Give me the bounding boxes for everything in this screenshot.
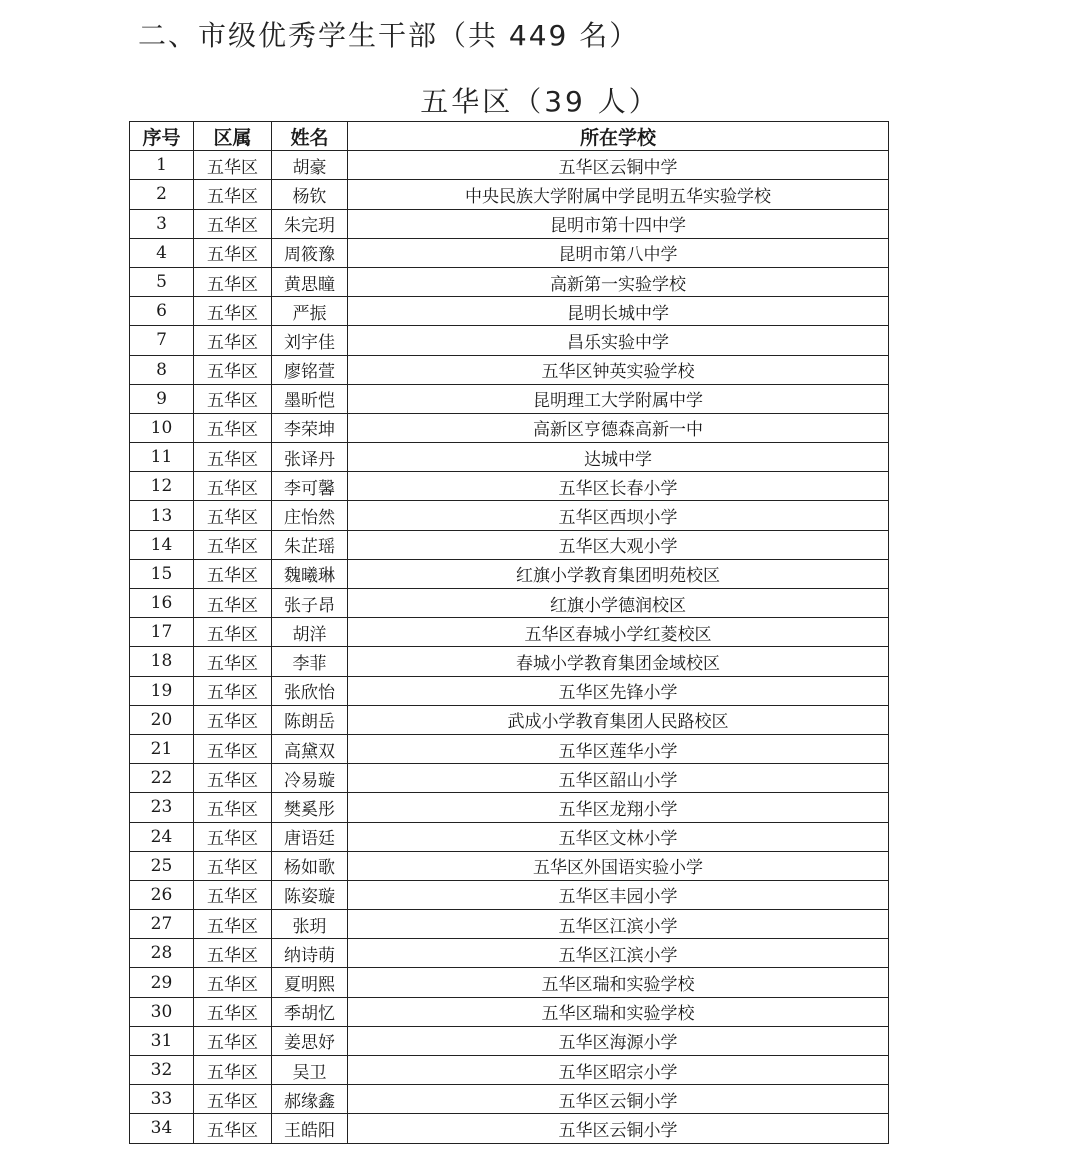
header-cell-school: 所在学校	[348, 122, 889, 151]
cell-number: 8	[130, 355, 194, 384]
cell-name: 冷易璇	[272, 764, 348, 793]
cell-school: 高新区亨德森高新一中	[348, 413, 889, 442]
cell-district: 五华区	[194, 822, 272, 851]
cell-number: 22	[130, 764, 194, 793]
cell-school: 五华区春城小学红菱校区	[348, 618, 889, 647]
table-row	[130, 1114, 889, 1143]
cell-district: 五华区	[194, 997, 272, 1026]
section-title: 五华区（39 人）	[420, 85, 660, 118]
cell-number: 29	[130, 968, 194, 997]
table-row	[130, 267, 889, 296]
cell-school: 昆明市第十四中学	[348, 209, 889, 238]
table-row	[130, 413, 889, 442]
table-row	[130, 151, 889, 180]
cell-name: 张欣怡	[272, 676, 348, 705]
cell-name: 纳诗萌	[272, 939, 348, 968]
cell-number: 24	[130, 822, 194, 851]
cell-school: 红旗小学德润校区	[348, 589, 889, 618]
cell-name: 周筱豫	[272, 238, 348, 267]
table-row	[130, 530, 889, 559]
cell-district: 五华区	[194, 413, 272, 442]
cell-school: 五华区昭宗小学	[348, 1056, 889, 1085]
table-row	[130, 910, 889, 939]
cell-number: 31	[130, 1026, 194, 1055]
cell-name: 张子昂	[272, 589, 348, 618]
table-row	[130, 501, 889, 530]
cell-number: 17	[130, 618, 194, 647]
cell-district: 五华区	[194, 647, 272, 676]
cell-school: 五华区云铜小学	[348, 1085, 889, 1114]
cell-district: 五华区	[194, 1026, 272, 1055]
cell-school: 武成小学教育集团人民路校区	[348, 705, 889, 734]
table-row	[130, 355, 889, 384]
cell-district: 五华区	[194, 910, 272, 939]
cell-school: 五华区瑞和实验学校	[348, 968, 889, 997]
cell-school: 五华区丰园小学	[348, 880, 889, 909]
table-row	[130, 384, 889, 413]
cell-number: 27	[130, 910, 194, 939]
cell-district: 五华区	[194, 501, 272, 530]
table-row	[130, 822, 889, 851]
cell-number: 25	[130, 851, 194, 880]
cell-name: 高黛双	[272, 734, 348, 763]
cell-district: 五华区	[194, 209, 272, 238]
cell-district: 五华区	[194, 880, 272, 909]
cell-number: 28	[130, 939, 194, 968]
header-cell-district: 区属	[194, 122, 272, 151]
cell-number: 14	[130, 530, 194, 559]
header-cell-name: 姓名	[272, 122, 348, 151]
table-row	[130, 705, 889, 734]
cell-number: 5	[130, 267, 194, 296]
table-row	[130, 997, 889, 1026]
cell-school: 达城中学	[348, 443, 889, 472]
cell-name: 严振	[272, 297, 348, 326]
cell-number: 4	[130, 238, 194, 267]
cell-name: 杨钦	[272, 180, 348, 209]
cell-school: 五华区江滨小学	[348, 939, 889, 968]
cell-name: 杨如歌	[272, 851, 348, 880]
cell-name: 胡洋	[272, 618, 348, 647]
cell-school: 昆明理工大学附属中学	[348, 384, 889, 413]
cell-name: 魏曦琳	[272, 559, 348, 588]
cell-district: 五华区	[194, 559, 272, 588]
cell-number: 16	[130, 589, 194, 618]
cell-school: 五华区外国语实验小学	[348, 851, 889, 880]
table-row	[130, 238, 889, 267]
cell-name: 樊奚彤	[272, 793, 348, 822]
cell-name: 郝缘鑫	[272, 1085, 348, 1114]
table-row	[130, 589, 889, 618]
cell-district: 五华区	[194, 589, 272, 618]
table-row	[130, 443, 889, 472]
table-row	[130, 1085, 889, 1114]
table-row	[130, 297, 889, 326]
cell-name: 张玥	[272, 910, 348, 939]
cell-name: 庄怡然	[272, 501, 348, 530]
table-row	[130, 939, 889, 968]
cell-name: 廖铭萱	[272, 355, 348, 384]
cell-school: 五华区西坝小学	[348, 501, 889, 530]
cell-district: 五华区	[194, 384, 272, 413]
cell-district: 五华区	[194, 676, 272, 705]
cell-district: 五华区	[194, 1114, 272, 1143]
table-row	[130, 1056, 889, 1085]
table-row	[130, 1026, 889, 1055]
cell-name: 陈姿璇	[272, 880, 348, 909]
cell-number: 10	[130, 413, 194, 442]
cell-name: 张译丹	[272, 443, 348, 472]
cell-school: 昆明长城中学	[348, 297, 889, 326]
cell-school: 五华区韶山小学	[348, 764, 889, 793]
cell-school: 中央民族大学附属中学昆明五华实验学校	[348, 180, 889, 209]
cell-school: 五华区云铜小学	[348, 1114, 889, 1143]
cell-school: 春城小学教育集团金域校区	[348, 647, 889, 676]
cell-school: 五华区云铜中学	[348, 151, 889, 180]
table-row	[130, 472, 889, 501]
cell-name: 黄思瞳	[272, 267, 348, 296]
cell-district: 五华区	[194, 764, 272, 793]
cell-school: 五华区莲华小学	[348, 734, 889, 763]
cell-school: 昆明市第八中学	[348, 238, 889, 267]
cell-name: 李可馨	[272, 472, 348, 501]
cell-number: 30	[130, 997, 194, 1026]
cell-name: 墨昕恺	[272, 384, 348, 413]
cell-district: 五华区	[194, 472, 272, 501]
cell-number: 26	[130, 880, 194, 909]
cell-name: 季胡忆	[272, 997, 348, 1026]
cell-name: 唐语廷	[272, 822, 348, 851]
cell-number: 34	[130, 1114, 194, 1143]
cell-number: 21	[130, 734, 194, 763]
table-row	[130, 618, 889, 647]
cell-district: 五华区	[194, 1056, 272, 1085]
cell-name: 朱芷瑶	[272, 530, 348, 559]
cell-number: 3	[130, 209, 194, 238]
cell-district: 五华区	[194, 151, 272, 180]
cell-number: 33	[130, 1085, 194, 1114]
roster-table	[129, 121, 889, 1144]
cell-district: 五华区	[194, 618, 272, 647]
table-row	[130, 851, 889, 880]
cell-district: 五华区	[194, 238, 272, 267]
cell-district: 五华区	[194, 734, 272, 763]
cell-number: 2	[130, 180, 194, 209]
cell-district: 五华区	[194, 297, 272, 326]
cell-name: 陈朗岳	[272, 705, 348, 734]
cell-name: 朱完玥	[272, 209, 348, 238]
table-row	[130, 734, 889, 763]
table-row	[130, 676, 889, 705]
cell-district: 五华区	[194, 355, 272, 384]
table-row	[130, 180, 889, 209]
cell-name: 刘宇佳	[272, 326, 348, 355]
cell-number: 1	[130, 151, 194, 180]
table-row	[130, 968, 889, 997]
table-row	[130, 209, 889, 238]
table-row	[130, 326, 889, 355]
cell-number: 6	[130, 297, 194, 326]
table-body	[130, 151, 889, 1143]
cell-district: 五华区	[194, 705, 272, 734]
cell-number: 7	[130, 326, 194, 355]
cell-name: 吴卫	[272, 1056, 348, 1085]
cell-district: 五华区	[194, 326, 272, 355]
cell-school: 五华区文林小学	[348, 822, 889, 851]
table-row	[130, 647, 889, 676]
cell-school: 五华区龙翔小学	[348, 793, 889, 822]
cell-district: 五华区	[194, 180, 272, 209]
cell-number: 12	[130, 472, 194, 501]
cell-number: 23	[130, 793, 194, 822]
header-cell-number: 序号	[130, 122, 194, 151]
table-row	[130, 764, 889, 793]
cell-school: 高新第一实验学校	[348, 267, 889, 296]
table-header-row	[130, 122, 889, 151]
cell-district: 五华区	[194, 968, 272, 997]
cell-number: 20	[130, 705, 194, 734]
cell-school: 五华区长春小学	[348, 472, 889, 501]
cell-number: 11	[130, 443, 194, 472]
cell-number: 9	[130, 384, 194, 413]
cell-district: 五华区	[194, 443, 272, 472]
table-row	[130, 559, 889, 588]
cell-district: 五华区	[194, 530, 272, 559]
cell-district: 五华区	[194, 267, 272, 296]
cell-name: 夏明熙	[272, 968, 348, 997]
cell-school: 五华区先锋小学	[348, 676, 889, 705]
cell-name: 王皓阳	[272, 1114, 348, 1143]
cell-school: 五华区江滨小学	[348, 910, 889, 939]
cell-district: 五华区	[194, 1085, 272, 1114]
cell-school: 五华区大观小学	[348, 530, 889, 559]
cell-name: 李菲	[272, 647, 348, 676]
cell-number: 18	[130, 647, 194, 676]
cell-number: 13	[130, 501, 194, 530]
cell-district: 五华区	[194, 793, 272, 822]
cell-district: 五华区	[194, 851, 272, 880]
cell-school: 五华区海源小学	[348, 1026, 889, 1055]
table-row	[130, 880, 889, 909]
cell-school: 红旗小学教育集团明苑校区	[348, 559, 889, 588]
cell-school: 五华区瑞和实验学校	[348, 997, 889, 1026]
cell-name: 胡豪	[272, 151, 348, 180]
cell-name: 李荣坤	[272, 413, 348, 442]
cell-name: 姜思妤	[272, 1026, 348, 1055]
cell-number: 32	[130, 1056, 194, 1085]
cell-number: 19	[130, 676, 194, 705]
cell-school: 五华区钟英实验学校	[348, 355, 889, 384]
document-heading: 二、市级优秀学生干部（共 449 名）	[138, 19, 640, 52]
cell-number: 15	[130, 559, 194, 588]
table-row	[130, 793, 889, 822]
cell-district: 五华区	[194, 939, 272, 968]
cell-school: 昌乐实验中学	[348, 326, 889, 355]
